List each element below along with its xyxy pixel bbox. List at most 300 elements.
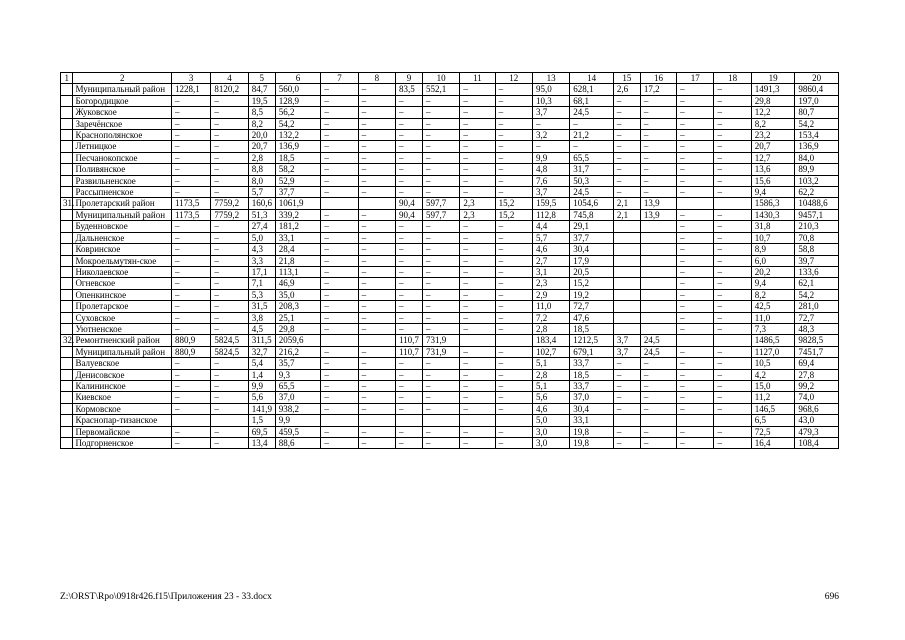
- value-cell: 5,6: [532, 392, 569, 403]
- value-cell: –: [422, 164, 459, 175]
- value-cell: –: [677, 232, 714, 243]
- value-cell: 68,1: [570, 95, 614, 106]
- value-cell: 20,5: [570, 266, 614, 277]
- value-cell: –: [321, 323, 358, 334]
- table-row: [61, 209, 839, 220]
- value-cell: –: [171, 118, 210, 129]
- value-cell: 21,2: [570, 130, 614, 141]
- value-cell: 9,4: [751, 187, 795, 198]
- value-cell: 1127,0: [751, 346, 795, 357]
- value-cell: 5,0: [532, 415, 569, 426]
- value-cell: –: [495, 438, 532, 449]
- value-cell: –: [358, 209, 395, 220]
- value-cell: –: [570, 141, 614, 152]
- table-row: [61, 266, 839, 277]
- value-cell: –: [613, 380, 640, 391]
- row-number-cell: [61, 84, 73, 95]
- value-cell: 2059,6: [275, 335, 321, 346]
- table-row: [61, 107, 839, 118]
- value-cell: –: [460, 221, 495, 232]
- value-cell: 31,5: [248, 301, 275, 312]
- row-number-cell: 32.: [61, 335, 73, 346]
- value-cell: –: [396, 403, 423, 414]
- value-cell: 42,5: [751, 301, 795, 312]
- value-cell: 39,7: [795, 255, 839, 266]
- data-table: [60, 72, 839, 449]
- value-cell: –: [460, 301, 495, 312]
- value-cell: 10,7: [751, 232, 795, 243]
- value-cell: 141,9: [248, 403, 275, 414]
- value-cell: –: [396, 118, 423, 129]
- value-cell: [613, 266, 640, 277]
- value-cell: 9,9: [275, 415, 321, 426]
- value-cell: 208,3: [275, 301, 321, 312]
- value-cell: 2,3: [532, 278, 569, 289]
- value-cell: –: [640, 369, 676, 380]
- row-number-cell: [61, 255, 73, 266]
- value-cell: 2,1: [613, 209, 640, 220]
- value-cell: 21,8: [275, 255, 321, 266]
- value-cell: –: [211, 266, 248, 277]
- value-cell: 99,2: [795, 380, 839, 391]
- value-cell: 1491,3: [751, 84, 795, 95]
- value-cell: 24,5: [570, 107, 614, 118]
- value-cell: –: [358, 323, 395, 334]
- value-cell: 4,4: [532, 221, 569, 232]
- row-number-cell: [61, 278, 73, 289]
- value-cell: 65,5: [275, 380, 321, 391]
- value-cell: –: [460, 95, 495, 106]
- value-cell: –: [211, 438, 248, 449]
- value-cell: 459,5: [275, 426, 321, 437]
- value-cell: 24,5: [570, 187, 614, 198]
- value-cell: 72,5: [751, 426, 795, 437]
- settlement-name-cell: Мокроельмутян-ское: [73, 255, 172, 266]
- value-cell: –: [613, 107, 640, 118]
- value-cell: –: [321, 266, 358, 277]
- value-cell: 43,0: [795, 415, 839, 426]
- value-cell: 2,9: [532, 289, 569, 300]
- column-header: 9: [396, 73, 423, 84]
- value-cell: –: [640, 130, 676, 141]
- value-cell: –: [396, 130, 423, 141]
- value-cell: 54,2: [795, 289, 839, 300]
- value-cell: 84,7: [248, 84, 275, 95]
- settlement-name-cell: Заречёнское: [73, 118, 172, 129]
- value-cell: –: [211, 164, 248, 175]
- value-cell: –: [495, 369, 532, 380]
- value-cell: –: [495, 403, 532, 414]
- value-cell: 7759,2: [211, 209, 248, 220]
- value-cell: –: [640, 358, 676, 369]
- value-cell: [714, 198, 751, 209]
- row-number-cell: [61, 415, 73, 426]
- row-number-cell: [61, 152, 73, 163]
- value-cell: 136,9: [795, 141, 839, 152]
- settlement-name-cell: Кормовское: [73, 403, 172, 414]
- value-cell: –: [495, 426, 532, 437]
- value-cell: –: [211, 187, 248, 198]
- value-cell: –: [396, 380, 423, 391]
- value-cell: –: [495, 164, 532, 175]
- value-cell: –: [396, 95, 423, 106]
- value-cell: –: [171, 301, 210, 312]
- value-cell: 1228,1: [171, 84, 210, 95]
- value-cell: –: [211, 392, 248, 403]
- value-cell: 3,0: [532, 438, 569, 449]
- value-cell: 5,1: [532, 358, 569, 369]
- value-cell: –: [321, 107, 358, 118]
- value-cell: [640, 221, 676, 232]
- value-cell: 1173,5: [171, 198, 210, 209]
- value-cell: –: [358, 278, 395, 289]
- table-row: [61, 312, 839, 323]
- value-cell: –: [171, 152, 210, 163]
- value-cell: –: [460, 255, 495, 266]
- value-cell: [640, 232, 676, 243]
- value-cell: –: [613, 152, 640, 163]
- settlement-name-cell: Суховское: [73, 312, 172, 323]
- value-cell: [358, 335, 395, 346]
- value-cell: [396, 415, 423, 426]
- value-cell: 20,7: [248, 141, 275, 152]
- row-number-cell: [61, 175, 73, 186]
- value-cell: –: [532, 118, 569, 129]
- value-cell: –: [396, 312, 423, 323]
- value-cell: –: [358, 118, 395, 129]
- value-cell: –: [171, 323, 210, 334]
- column-header: 10: [422, 73, 459, 84]
- value-cell: 15,2: [495, 209, 532, 220]
- value-cell: –: [171, 358, 210, 369]
- value-cell: –: [714, 403, 751, 414]
- value-cell: –: [460, 84, 495, 95]
- value-cell: [714, 415, 751, 426]
- value-cell: –: [460, 289, 495, 300]
- value-cell: –: [358, 301, 395, 312]
- value-cell: 31,7: [570, 164, 614, 175]
- value-cell: –: [613, 164, 640, 175]
- value-cell: 30,4: [570, 403, 614, 414]
- value-cell: 80,7: [795, 107, 839, 118]
- value-cell: [640, 255, 676, 266]
- value-cell: –: [321, 221, 358, 232]
- column-header: 4: [211, 73, 248, 84]
- column-header: 11: [460, 73, 495, 84]
- table-row: [61, 301, 839, 312]
- value-cell: [613, 323, 640, 334]
- value-cell: –: [171, 278, 210, 289]
- value-cell: 128,9: [275, 95, 321, 106]
- value-cell: –: [422, 221, 459, 232]
- settlement-name-cell: Денисовское: [73, 369, 172, 380]
- value-cell: 146,5: [751, 403, 795, 414]
- value-cell: 15,2: [495, 198, 532, 209]
- value-cell: –: [495, 266, 532, 277]
- value-cell: –: [396, 107, 423, 118]
- value-cell: –: [714, 369, 751, 380]
- table-row: [61, 84, 839, 95]
- value-cell: 216,2: [275, 346, 321, 357]
- value-cell: 13,9: [640, 198, 676, 209]
- value-cell: –: [677, 175, 714, 186]
- value-cell: –: [677, 312, 714, 323]
- value-cell: 9828,5: [795, 335, 839, 346]
- value-cell: –: [677, 392, 714, 403]
- value-cell: 72,7: [570, 301, 614, 312]
- value-cell: 88,6: [275, 438, 321, 449]
- column-header: 15: [613, 73, 640, 84]
- document-path: Z:\ORST\Rpo\0918r426.f15\Приложения 23 - 33.docx: [60, 592, 272, 602]
- value-cell: –: [396, 175, 423, 186]
- value-cell: –: [171, 289, 210, 300]
- value-cell: –: [171, 380, 210, 391]
- value-cell: 4,8: [532, 164, 569, 175]
- value-cell: –: [422, 301, 459, 312]
- value-cell: 33,1: [570, 415, 614, 426]
- value-cell: –: [422, 266, 459, 277]
- value-cell: –: [358, 266, 395, 277]
- value-cell: –: [460, 346, 495, 357]
- value-cell: 15,2: [570, 278, 614, 289]
- value-cell: 133,6: [795, 266, 839, 277]
- value-cell: –: [640, 438, 676, 449]
- value-cell: –: [422, 403, 459, 414]
- value-cell: –: [358, 152, 395, 163]
- value-cell: –: [640, 187, 676, 198]
- value-cell: –: [613, 438, 640, 449]
- value-cell: –: [171, 438, 210, 449]
- value-cell: 197,0: [795, 95, 839, 106]
- value-cell: –: [396, 369, 423, 380]
- table-row: [61, 95, 839, 106]
- settlement-name-cell: Уютненское: [73, 323, 172, 334]
- row-number-cell: [61, 392, 73, 403]
- table-row: [61, 232, 839, 243]
- value-cell: 4,2: [751, 369, 795, 380]
- value-cell: 29,8: [275, 323, 321, 334]
- value-cell: 74,0: [795, 392, 839, 403]
- table-row: [61, 187, 839, 198]
- value-cell: –: [714, 152, 751, 163]
- value-cell: 35,0: [275, 289, 321, 300]
- value-cell: –: [677, 278, 714, 289]
- value-cell: 13,4: [248, 438, 275, 449]
- value-cell: [640, 415, 676, 426]
- value-cell: –: [321, 175, 358, 186]
- value-cell: 5824,5: [211, 335, 248, 346]
- value-cell: –: [714, 95, 751, 106]
- value-cell: –: [714, 289, 751, 300]
- value-cell: –: [358, 164, 395, 175]
- value-cell: –: [396, 152, 423, 163]
- value-cell: 18,5: [275, 152, 321, 163]
- value-cell: –: [640, 118, 676, 129]
- value-cell: 29,1: [570, 221, 614, 232]
- settlement-name-cell: Муниципальный район: [73, 84, 172, 95]
- value-cell: 2,3: [460, 209, 495, 220]
- value-cell: 8120,2: [211, 84, 248, 95]
- value-cell: [640, 312, 676, 323]
- value-cell: –: [396, 141, 423, 152]
- value-cell: 7,3: [751, 323, 795, 334]
- value-cell: –: [460, 118, 495, 129]
- table-row: [61, 369, 839, 380]
- value-cell: –: [714, 130, 751, 141]
- value-cell: [171, 415, 210, 426]
- value-cell: –: [321, 358, 358, 369]
- value-cell: –: [714, 312, 751, 323]
- value-cell: 37,0: [275, 392, 321, 403]
- settlement-name-cell: Николаевское: [73, 266, 172, 277]
- column-header: 18: [714, 73, 751, 84]
- settlement-name-cell: Муниципальный район: [73, 346, 172, 357]
- value-cell: –: [358, 221, 395, 232]
- value-cell: 8,2: [751, 118, 795, 129]
- value-cell: 3,3: [248, 255, 275, 266]
- value-cell: 18,5: [570, 369, 614, 380]
- table-row: [61, 392, 839, 403]
- value-cell: 31,8: [751, 221, 795, 232]
- value-cell: 5,0: [248, 232, 275, 243]
- value-cell: 679,1: [570, 346, 614, 357]
- settlement-name-cell: Опенкинское: [73, 289, 172, 300]
- value-cell: 11,0: [532, 301, 569, 312]
- value-cell: –: [714, 221, 751, 232]
- value-cell: –: [460, 403, 495, 414]
- value-cell: 597,7: [422, 198, 459, 209]
- value-cell: [677, 335, 714, 346]
- value-cell: 54,2: [275, 118, 321, 129]
- value-cell: 8,5: [248, 107, 275, 118]
- value-cell: –: [613, 175, 640, 186]
- value-cell: 968,6: [795, 403, 839, 414]
- value-cell: –: [321, 392, 358, 403]
- settlement-name-cell: Киевское: [73, 392, 172, 403]
- value-cell: –: [460, 426, 495, 437]
- row-number-cell: [61, 141, 73, 152]
- value-cell: 160,6: [248, 198, 275, 209]
- value-cell: –: [211, 426, 248, 437]
- value-cell: –: [396, 278, 423, 289]
- value-cell: [640, 244, 676, 255]
- value-cell: 112,8: [532, 209, 569, 220]
- value-cell: –: [171, 187, 210, 198]
- value-cell: –: [396, 266, 423, 277]
- value-cell: –: [640, 95, 676, 106]
- value-cell: –: [495, 278, 532, 289]
- value-cell: –: [358, 346, 395, 357]
- value-cell: –: [171, 221, 210, 232]
- value-cell: [677, 415, 714, 426]
- settlement-name-cell: Муниципальный район: [73, 209, 172, 220]
- value-cell: –: [495, 232, 532, 243]
- table-row: [61, 346, 839, 357]
- value-cell: –: [460, 175, 495, 186]
- value-cell: –: [460, 164, 495, 175]
- value-cell: –: [321, 118, 358, 129]
- value-cell: [613, 415, 640, 426]
- value-cell: 108,4: [795, 438, 839, 449]
- value-cell: 11,0: [751, 312, 795, 323]
- value-cell: 5,7: [248, 187, 275, 198]
- value-cell: –: [171, 369, 210, 380]
- value-cell: –: [677, 438, 714, 449]
- value-cell: 13,6: [751, 164, 795, 175]
- value-cell: 2,1: [613, 198, 640, 209]
- value-cell: –: [211, 312, 248, 323]
- value-cell: 731,9: [422, 346, 459, 357]
- value-cell: 731,9: [422, 335, 459, 346]
- value-cell: –: [640, 141, 676, 152]
- value-cell: 2,6: [613, 84, 640, 95]
- value-cell: 15,6: [751, 175, 795, 186]
- value-cell: –: [171, 141, 210, 152]
- table-row: [61, 118, 839, 129]
- value-cell: –: [358, 312, 395, 323]
- value-cell: –: [422, 187, 459, 198]
- value-cell: –: [714, 426, 751, 437]
- value-cell: –: [358, 438, 395, 449]
- value-cell: –: [677, 358, 714, 369]
- value-cell: –: [211, 107, 248, 118]
- value-cell: –: [358, 232, 395, 243]
- table-row: [61, 130, 839, 141]
- value-cell: 7451,7: [795, 346, 839, 357]
- value-cell: –: [714, 266, 751, 277]
- value-cell: 95,0: [532, 84, 569, 95]
- value-cell: [460, 415, 495, 426]
- value-cell: 552,1: [422, 84, 459, 95]
- value-cell: 628,1: [570, 84, 614, 95]
- value-cell: –: [714, 175, 751, 186]
- value-cell: –: [321, 278, 358, 289]
- value-cell: 12,2: [751, 107, 795, 118]
- value-cell: 7,2: [532, 312, 569, 323]
- value-cell: –: [321, 244, 358, 255]
- value-cell: –: [714, 209, 751, 220]
- value-cell: –: [358, 141, 395, 152]
- column-header: 13: [532, 73, 569, 84]
- value-cell: 1,5: [248, 415, 275, 426]
- value-cell: –: [321, 369, 358, 380]
- value-cell: –: [460, 312, 495, 323]
- value-cell: 3,8: [248, 312, 275, 323]
- value-cell: –: [422, 323, 459, 334]
- value-cell: 28,4: [275, 244, 321, 255]
- table-row: [61, 335, 839, 346]
- value-cell: –: [613, 118, 640, 129]
- value-cell: 8,8: [248, 164, 275, 175]
- value-cell: –: [714, 141, 751, 152]
- value-cell: –: [422, 152, 459, 163]
- value-cell: [613, 278, 640, 289]
- value-cell: –: [495, 312, 532, 323]
- value-cell: 102,7: [532, 346, 569, 357]
- value-cell: 5,4: [248, 358, 275, 369]
- value-cell: 37,0: [570, 392, 614, 403]
- value-cell: 33,7: [570, 358, 614, 369]
- value-cell: 560,0: [275, 84, 321, 95]
- settlement-name-cell: Валуевское: [73, 358, 172, 369]
- row-number-cell: [61, 438, 73, 449]
- value-cell: 11,2: [751, 392, 795, 403]
- value-cell: –: [714, 392, 751, 403]
- value-cell: –: [677, 289, 714, 300]
- value-cell: –: [321, 346, 358, 357]
- value-cell: 8,9: [751, 244, 795, 255]
- value-cell: 58,2: [275, 164, 321, 175]
